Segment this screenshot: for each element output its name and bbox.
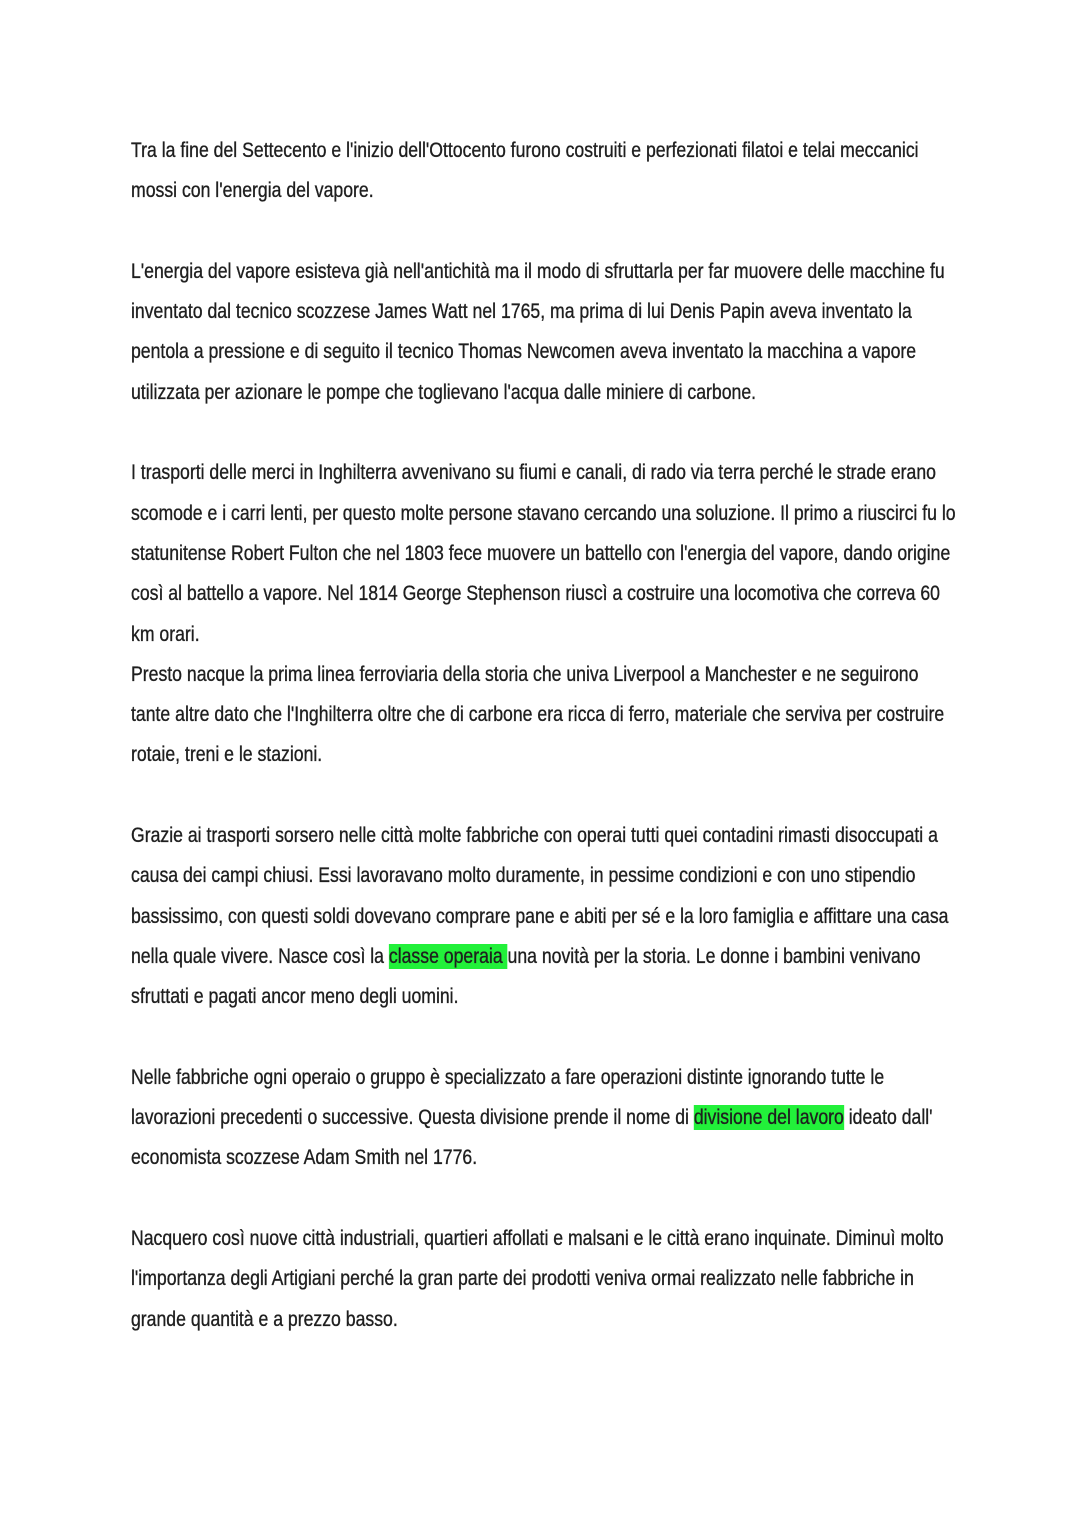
paragraph-division-of-labour: [131, 1058, 961, 1179]
paragraph-working-class-text-before: Grazie ai trasporti sorsero nelle città molte fabbriche con operai tutti quei contadini rimasti disoccupati a causa dei campi chiusi. Essi lavoravano molto duramente, in pessime condizioni e con uno stipendio bassissimo, con questi soldi dovevano comprare pane e abiti per sé e la loro famiglia e affittare una casa nella quale vivere. Nasce così la: [131, 824, 949, 968]
paragraph-intro: Tra la fine del Settecento e l'inizio dell'Ottocento furono costruiti e perfezionati filatoi e telai meccanici mossi con l'energia del vapore.: [131, 139, 919, 203]
paragraph-working-class: [131, 816, 961, 1017]
paragraph-division-text-before: Nelle fabbriche ogni operaio o gruppo è specializzato a fare operazioni distinte ignorando tutte le lavorazioni precedenti o successive. Questa divisione prende il nome di: [131, 1065, 885, 1130]
paragraph-division-text-after: ideato dall' economista scozzese Adam Smith nel 1776.: [131, 1106, 933, 1170]
document-body: [131, 131, 961, 1380]
paragraph-steam-energy: L'energia del vapore esisteva già nell'antichità ma il modo di sfruttarla per far muovere delle macchine fu inventato dal tecnico scozzese James Watt nel 1765, ma prima di lui Denis Papin aveva inventato la pentola a pressione e di seguito il tecnico Thomas Newcomen aveva inventato la macchina a vapore utilizzata per azionare le pompe che toglievano l'acqua dalle miniere di carbone.: [131, 259, 945, 404]
paragraph-transport: I trasporti delle merci in Inghilterra avvenivano su fiumi e canali, di rado via terra perché le strade erano scomode e i carri lenti, per questo molte persone stavano cercando una soluzione. Il primo a riuscirci fu lo statunitense Robert Fulton che nel 1803 fece muovere un battello con l'energia del vapore, dando origine così al battello a vapore. Nel 1814 George Stephenson riuscì a costruire una locomotiva che correva 60 km orari.: [131, 461, 956, 646]
paragraph-industrial-cities: Nacquero così nuove città industriali, quartieri affollati e malsani e le città erano inquinate. Diminuì molto l'importanza degli Artigiani perché la gran parte dei prodotti veniva ormai realizzato nelle fabbriche in grande quantità e a prezzo basso.: [131, 1227, 944, 1331]
highlight-divisione-del-lavoro: divisione del lavoro: [693, 1106, 844, 1130]
paragraph-railway: Presto nacque la prima linea ferroviaria della storia che univa Liverpool a Manchester e ne seguirono tante altre dato che l'Inghilterra oltre che di carbone era ricca di ferro, materiale che serviva per costruire rotaie, treni e le stazioni.: [131, 662, 945, 767]
highlight-classe-operaia: classe operaia: [388, 944, 508, 968]
paragraph-working-class-text-after: una novità per la storia. Le donne i bambini venivano sfruttati e pagati ancor meno degli uomini.: [131, 944, 921, 1009]
